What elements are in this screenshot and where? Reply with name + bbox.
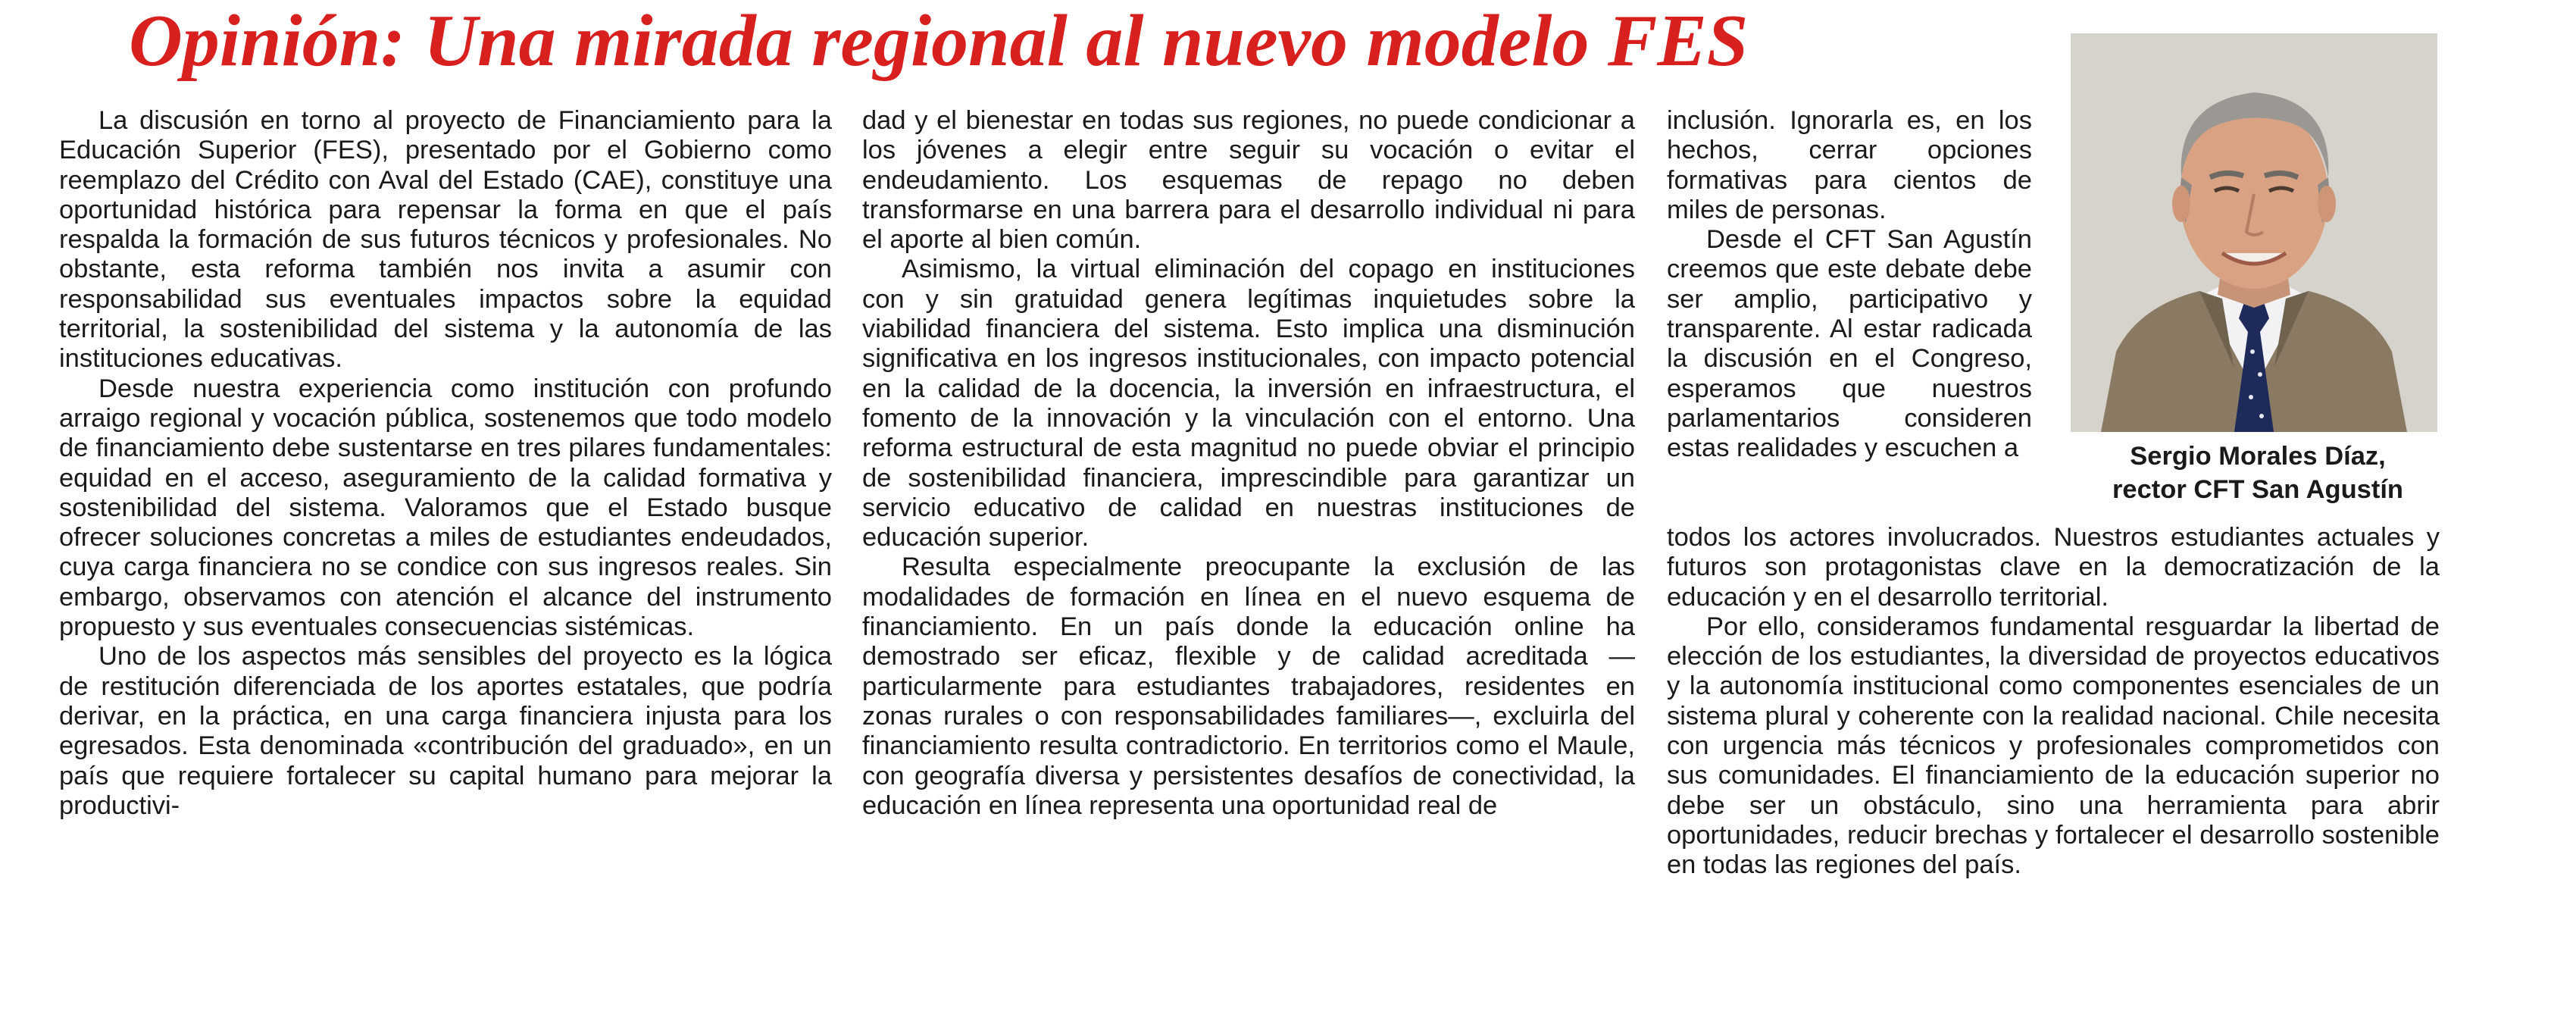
paragraph: Por ello, consideramos fundamental resguardar la libertad de elección de los estudiantes, la diversidad de proyectos educativos y la autonomía institucional como componentes esenciales de un sistema plural y coherente con la realidad nacional. Chile necesita con urgencia más técnicos y profesionales comprometidos con sus comunidades. El financiamiento de la educación superior no debe ser un obstáculo, sino una herramienta para abrir oportunidades, reducir brechas y fortalecer el desarrollo sostenible en todas las regiones del país. (1667, 612, 2440, 880)
article-column-3-bottom (1667, 523, 2440, 881)
caption-name: Sergio Morales Díaz, (2130, 442, 2386, 471)
paragraph: Resulta especialmente preocupante la exclusión de las modalidades de formación en línea en el nuevo esquema de financiamiento. En un país donde la educación online ha demostrado ser eficaz, flexible y de calidad acreditada —particularmente para estudiantes trabajadores, residentes en zonas rurales o con responsabilidades familiares—, excluirla del financiamiento resulta contradictorio. En territorios como el Maule, con geografía diversa y persistentes desafíos de conectividad, la educación en línea representa una oportunidad real de (862, 552, 1635, 820)
paragraph: La discusión en torno al proyecto de Financiamiento para la Educación Superior (FES), presentado por el Gobierno como reemplazo del Crédito con Aval del Estado (CAE), constituye una oportunidad histórica para repensar la forma en que el país respalda la formación de sus futuros técnicos y profesionales. No obstante, esta reforma también nos invita a asumir con responsabilidad sus eventuales impactos sobre la equidad territorial, la sostenibilidad del sistema y la autonomía de las instituciones educativas. (59, 106, 832, 374)
paragraph: inclusión. Ignorarla es, en los hechos, cerrar opciones formativas para cientos de miles de personas. (1667, 106, 2032, 224)
article-column-2 (862, 106, 1635, 821)
paragraph: todos los actores involucrados. Nuestros estudiantes actuales y futuros son protagonistas clave en la democratización de la educación y en el desarrollo territorial. (1667, 523, 2440, 612)
author-photo (2071, 33, 2437, 432)
paragraph: dad y el bienestar en todas sus regiones, no puede condicionar a los jóvenes a elegir entre seguir su vocación o evitar el endeudamiento. Los esquemas de repago no deben transformarse en una barrera para el desarrollo individual ni para el aporte al bien común. (862, 106, 1635, 255)
article-headline: Opinión: Una mirada regional al nuevo modelo FES (129, 0, 1749, 82)
paragraph: Desde el CFT San Agustín creemos que este debate debe ser amplio, participativo y transparente. Al estar radicada la discusión en el Congreso, esperamos que nuestros parlamentarios consideren estas realidades y escuchen a (1667, 225, 2032, 463)
paragraph: Uno de los aspectos más sensibles del proyecto es la lógica de restitución diferenciada de los aportes estatales, que podría derivar, en la práctica, en una carga financiera injusta para los egresados. Esta denominada «contribución del graduado», en un país que requiere fortalecer su capital humano para mejorar la productivi- (59, 642, 832, 820)
author-portrait-illustration (2071, 33, 2437, 432)
article-column-3-top (1667, 106, 2032, 464)
photo-caption (2053, 440, 2462, 506)
paragraph: Desde nuestra experiencia como institución con profundo arraigo regional y vocación pública, sostenemos que todo modelo de financiamiento debe sustentarse en tres pilares fundamentales: equidad en el acceso, aseguramiento de la calidad formativa y sostenibilidad del sistema. Valoramos que el Estado busque ofrecer soluciones concretas a miles de estudiantes endeudados, cuya carga financiera no se condice con sus ingresos reales. Sin embargo, observamos con atención el alcance del instrumento propuesto y sus eventuales consecuencias sistémicas. (59, 374, 832, 642)
caption-role: rector CFT San Agustín (2112, 475, 2403, 504)
article-column-1 (59, 106, 832, 821)
paragraph: Asimismo, la virtual eliminación del copago en instituciones con y sin gratuidad genera legítimas inquietudes sobre la viabilidad financiera del sistema. Esto implica una disminución significativa en los ingresos institucionales, con impacto potencial en la calidad de la docencia, la inversión en infraestructura, el fomento de la innovación y la vinculación con el entorno. Una reforma estructural de esta magnitud no puede obviar el principio de sostenibilidad financiera, imprescindible para garantizar un servicio educativo de calidad en nuestras instituciones de educación superior. (862, 255, 1635, 552)
